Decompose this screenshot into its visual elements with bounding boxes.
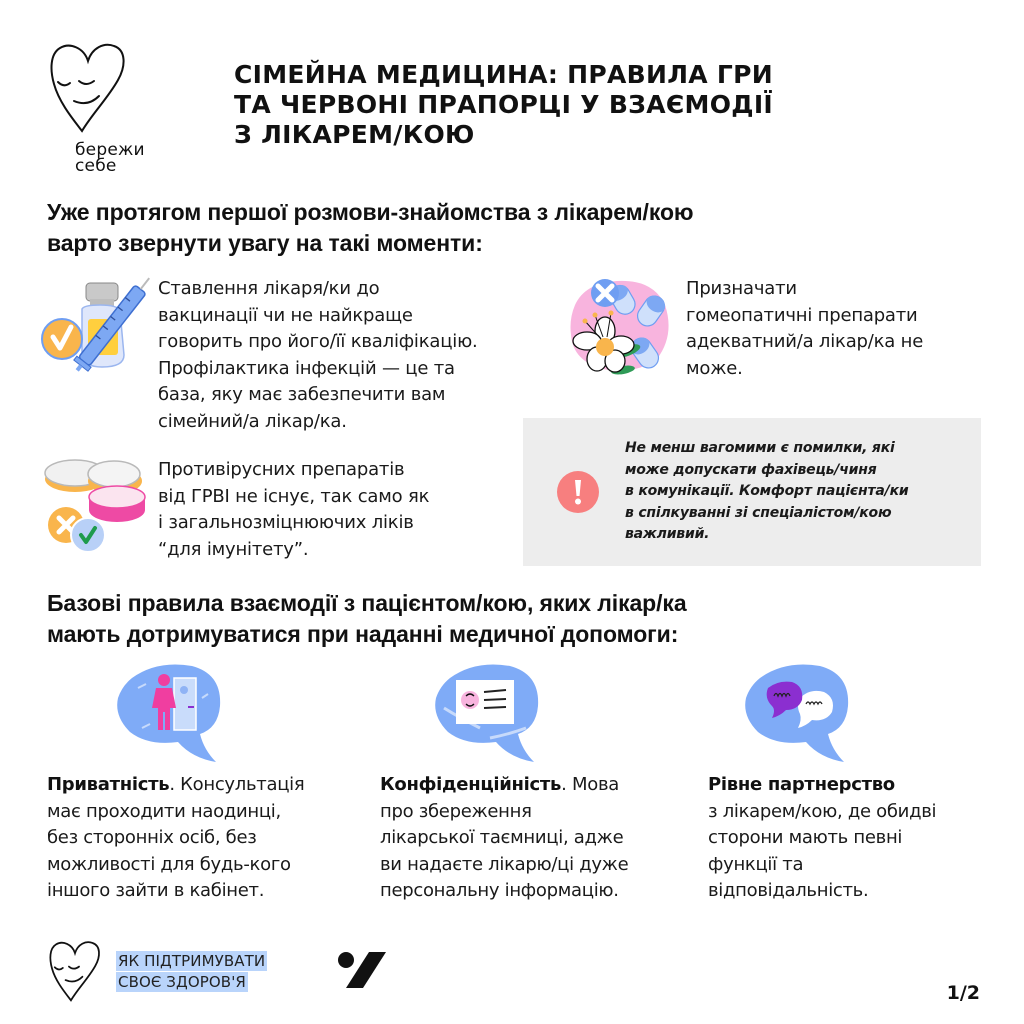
logo-text-line1: бережи [75,140,145,160]
brand-logo [48,40,168,180]
rule-confidentiality-title-line [380,772,700,799]
homeopathy-point [565,275,985,390]
alert-line: в комунікації. Комфорт пацієнта/ки [625,483,909,499]
footer-heart-logo-icon [48,938,102,1004]
title-line1: СІМЕЙНА МЕДИЦИНА: ПРАВИЛА ГРИ [234,60,773,89]
rule-confidentiality-line: про збереження [380,800,532,822]
rule-partnership-line: функції та [708,853,804,875]
rule-confidentiality-line: ви надаєте лікарю/ці дуже [380,853,629,875]
rule-confidentiality-line: лікарської таємниці, адже [380,827,624,848]
rule-partnership-line: сторони мають певні [708,827,903,848]
rule-confidentiality-line: персональну інформацію. [380,880,619,901]
rule-partnership-title: Рівне партнерство [708,774,895,795]
rule-confidentiality-title: Конфіденційність [380,774,562,795]
alert-callout [523,418,981,566]
exclamation-icon [557,471,599,513]
vaccine-line: база, яку має забезпечити вам [158,384,446,405]
footer-tag [116,951,267,991]
privacy-door-icon [112,658,232,768]
rule-privacy-line: можливості для будь-кого [47,853,291,875]
section1-heading-line1: Уже протягом першої розмови-знайомства з лікарем/кою [47,199,694,225]
homeopathy-line: адекватний/а лікар/ка не [686,331,924,352]
rule-partnership-title-line [708,772,1008,799]
antiviral-line: і загальнозміцнюючих ліків [158,512,414,533]
homeopathy-point-text [686,276,923,382]
alert-text [625,438,909,546]
heart-face-logo-icon [48,40,128,135]
title-line3: З ЛІКАРЕМ/КОЮ [234,120,475,149]
antiviral-line: від ГРВІ не існує, так само як [158,485,430,507]
partner-logo-icon [337,951,387,989]
antiviral-line: Противірусних препаратів [158,459,405,480]
rule-partnership-line: з лікарем/кою, де обидві [708,800,937,822]
logo-text-line2: себе [75,156,117,176]
section2-heading-line2: мають дотримуватися при наданні медичної допомоги: [47,621,679,647]
antiviral-line: “для імунітету”. [158,538,309,560]
vaccine-line: Профілактика інфекцій — це та [158,357,455,379]
logo-text [75,142,145,174]
pills-icon [40,455,150,555]
rule-privacy-title: Приватність [47,774,170,795]
antiviral-point [40,455,510,565]
section2-heading [47,588,687,650]
confidential-document-icon [430,658,550,768]
vaccine-line: говорить про його/її кваліфікацію. [158,331,478,352]
homeopathy-flower-icon [565,275,675,375]
alert-line: може допускати фахівець/чиня [625,461,877,478]
section1-heading-line2: варто звернути увагу на такі моменти: [47,230,483,256]
section2-heading-line1: Базові правила взаємодії з пацієнтом/кою, яких лікар/ка [47,590,687,616]
homeopathy-line: Призначати [686,278,797,299]
rule-privacy-line: має проходити наодинці, [47,800,281,822]
rule-privacy-line: без сторонніх осіб, без [47,827,257,848]
alert-line: в спілкуванні зі спеціалістом/кою [625,504,892,521]
rule-confidentiality [380,772,700,905]
homeopathy-line: гомеопатичні препарати [686,304,918,326]
dialogue-bubbles-icon [740,658,860,768]
page-title [234,60,854,150]
rule-confidentiality-suffix: . Мова [561,774,619,795]
page-number: 1/2 [946,982,980,1004]
section1-heading [47,197,693,259]
vaccine-point-text [158,276,478,435]
vaccine-line: вакцинації чи не найкраще [158,304,413,326]
vaccine-syringe-icon [40,275,150,380]
alert-line: Не менш вагомими є помилки, які [625,440,895,456]
alert-line: важливий. [625,526,710,542]
rule-privacy-line: іншого зайти в кабінет. [47,880,265,901]
footer-tag-line1: ЯК ПІДТРИМУВАТИ [118,952,266,970]
homeopathy-line: може. [686,357,743,379]
vaccine-line: сімейний/а лікар/ка. [158,410,347,432]
rule-privacy-title-line [47,772,367,799]
footer-tag-line2: СВОЄ ЗДОРОВ'Я [118,973,246,991]
rule-privacy [47,772,367,905]
vaccine-point [40,275,520,440]
rule-privacy-suffix: . Консультація [169,774,305,795]
rule-partnership-line: відповідальність. [708,880,869,901]
rule-partnership [708,772,1008,905]
vaccine-line: Ставлення лікаря/ки до [158,278,380,299]
title-line2: ТА ЧЕРВОНІ ПРАПОРЦІ У ВЗАЄМОДІЇ [234,90,774,119]
antiviral-point-text [158,457,429,563]
